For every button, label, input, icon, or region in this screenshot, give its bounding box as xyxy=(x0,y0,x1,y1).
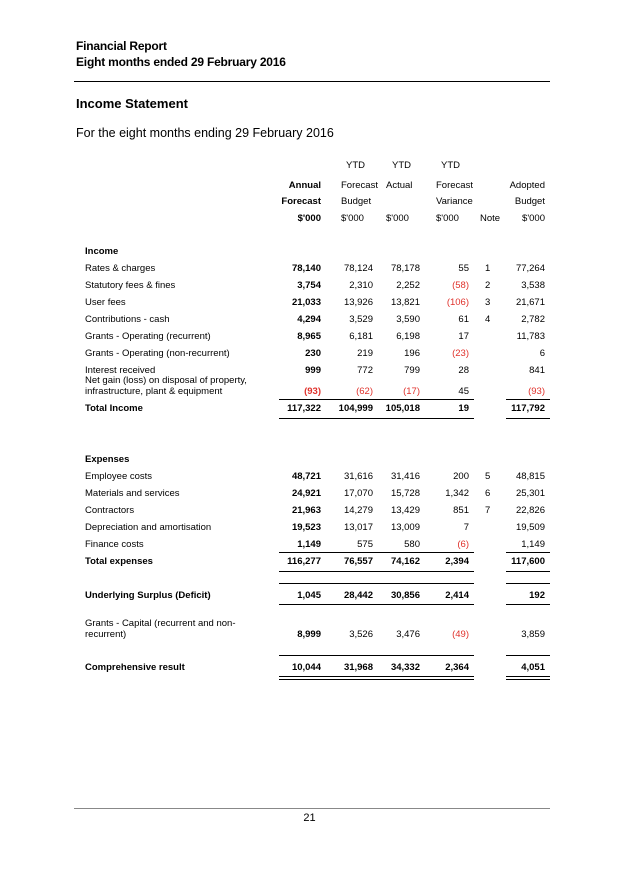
total-rule xyxy=(506,571,550,572)
subtotal-rule xyxy=(506,583,550,584)
ytd-actual-value: 3,590 xyxy=(396,314,420,325)
grants-capital-label: Grants - Capital (recurrent and non- xyxy=(85,618,236,629)
variance-value: (6) xyxy=(457,539,469,550)
col-variance-h3: Variance xyxy=(436,196,473,207)
annual-value: 8,999 xyxy=(297,629,321,640)
variance-value: 1,342 xyxy=(445,488,469,499)
ytd-actual-value: 15,728 xyxy=(390,488,420,499)
annual-value: 24,921 xyxy=(291,488,321,499)
income-label: Interest received xyxy=(85,365,156,376)
ytd-forecast-value: 13,926 xyxy=(343,297,373,308)
annual-value: 117,322 xyxy=(287,403,321,414)
expense-label: Depreciation and amortisation xyxy=(85,522,212,533)
ytd-actual-value: 6,198 xyxy=(396,331,420,342)
ytd-forecast-value: 31,968 xyxy=(343,662,373,673)
header-divider xyxy=(74,81,550,82)
comprehensive-label: Comprehensive result xyxy=(85,662,185,673)
ytd-actual-value: 105,018 xyxy=(385,403,420,414)
annual-value: 10,044 xyxy=(291,662,321,673)
variance-value: (106) xyxy=(446,297,469,308)
total-rule xyxy=(279,418,474,419)
subtotal-rule xyxy=(506,552,550,553)
variance-value: 45 xyxy=(458,386,469,397)
ytd-forecast-value: 575 xyxy=(357,539,373,550)
ytd-actual-value: 13,821 xyxy=(390,297,420,308)
variance-value: 851 xyxy=(453,505,469,516)
col-variance-h1: YTD xyxy=(441,160,460,171)
ytd-actual-value: 2,252 xyxy=(396,280,420,291)
variance-value: 55 xyxy=(458,263,469,274)
col-forecast-h2: Forecast xyxy=(341,180,378,191)
report-title: Financial Report xyxy=(76,39,167,53)
annual-value: 1,045 xyxy=(297,590,321,601)
income-label: Rates & charges xyxy=(85,263,156,274)
total-rule xyxy=(506,604,550,605)
ytd-forecast-value: 76,557 xyxy=(343,556,373,567)
ytd-forecast-value: 14,279 xyxy=(343,505,373,516)
ytd-actual-value: 13,009 xyxy=(390,522,420,533)
subtotal-rule xyxy=(279,552,474,553)
variance-value: (58) xyxy=(452,280,469,291)
underlying-label: Underlying Surplus (Deficit) xyxy=(85,590,211,601)
col-adopted-h3: $'000 xyxy=(522,213,545,224)
col-actual-h3: $'000 xyxy=(386,213,409,224)
variance-value: 28 xyxy=(458,365,469,376)
variance-value: 17 xyxy=(458,331,469,342)
adopted-value: 25,301 xyxy=(515,488,545,499)
adopted-value: 11,783 xyxy=(516,331,545,342)
subtotal-rule xyxy=(279,399,474,400)
variance-value: 2,414 xyxy=(445,590,469,601)
ytd-actual-value: 34,332 xyxy=(390,662,420,673)
adopted-value: 6 xyxy=(539,348,545,359)
col-note-h: Note xyxy=(480,213,501,224)
income-label: Grants - Operating (non-recurrent) xyxy=(85,348,230,359)
col-annual-h2: Forecast xyxy=(281,196,321,207)
adopted-value: 3,538 xyxy=(521,280,545,291)
ytd-actual-value: 30,856 xyxy=(390,590,420,601)
adopted-value: 21,671 xyxy=(515,297,545,308)
ytd-forecast-value: 3,529 xyxy=(349,314,373,325)
variance-value: (23) xyxy=(452,348,469,359)
ytd-actual-value: 78,178 xyxy=(390,263,420,274)
income-label: Grants - Operating (recurrent) xyxy=(85,331,211,342)
total-rule xyxy=(279,571,474,572)
adopted-value: 22,826 xyxy=(515,505,545,516)
ytd-actual-value: 799 xyxy=(404,365,420,376)
expense-label: Contractors xyxy=(85,505,135,516)
total-rule xyxy=(279,604,474,605)
total-rule xyxy=(506,418,550,419)
ytd-actual-value: 3,476 xyxy=(396,629,420,640)
annual-value: (93) xyxy=(304,386,321,397)
ytd-forecast-value: 219 xyxy=(357,348,373,359)
ytd-forecast-value: 78,124 xyxy=(343,263,373,274)
annual-value: 1,149 xyxy=(297,539,321,550)
income-label: User fees xyxy=(85,297,126,308)
subtotal-rule xyxy=(279,655,474,656)
adopted-value: 3,859 xyxy=(521,629,545,640)
adopted-value: (93) xyxy=(528,386,545,397)
ytd-forecast-value: 31,616 xyxy=(343,471,373,482)
adopted-value: 1,149 xyxy=(521,539,545,550)
note-ref: 1 xyxy=(485,263,491,274)
note-ref: 2 xyxy=(485,280,491,291)
annual-value: 19,523 xyxy=(291,522,321,533)
note-ref: 7 xyxy=(485,505,491,516)
income-heading: Income xyxy=(85,246,119,257)
expenses-heading: Expenses xyxy=(85,454,130,465)
adopted-value: 841 xyxy=(529,365,545,376)
adopted-value: 117,792 xyxy=(511,403,545,414)
ytd-forecast-value: 3,526 xyxy=(349,629,373,640)
income-label: Statutory fees & fines xyxy=(85,280,176,291)
double-total-rule xyxy=(279,676,474,680)
annual-value: 4,294 xyxy=(297,314,321,325)
double-total-rule xyxy=(506,676,550,680)
ytd-forecast-value: 17,070 xyxy=(343,488,373,499)
ytd-actual-value: 13,429 xyxy=(390,505,420,516)
subtotal-rule xyxy=(506,655,550,656)
adopted-value: 117,600 xyxy=(511,556,545,567)
ytd-forecast-value: 6,181 xyxy=(349,331,373,342)
statement-subtitle: For the eight months ending 29 February 2016 xyxy=(76,126,334,140)
variance-value: 61 xyxy=(458,314,469,325)
col-actual-h2: Actual xyxy=(386,180,413,191)
income-label-cont: infrastructure, plant & equipment xyxy=(85,386,223,397)
variance-value: 2,364 xyxy=(445,662,469,673)
section-title: Income Statement xyxy=(76,96,188,111)
grants-capital-label-cont: recurrent) xyxy=(85,629,127,640)
variance-value: 19 xyxy=(458,403,469,414)
col-forecast-h3: Budget xyxy=(341,196,372,207)
adopted-value: 48,815 xyxy=(515,471,545,482)
col-annual-h1: Annual xyxy=(288,180,321,191)
ytd-forecast-value: 13,017 xyxy=(343,522,373,533)
ytd-forecast-value: 28,442 xyxy=(343,590,373,601)
ytd-forecast-value: 2,310 xyxy=(349,280,373,291)
ytd-forecast-value: 772 xyxy=(357,365,373,376)
expense-label: Materials and services xyxy=(85,488,180,499)
annual-value: 116,277 xyxy=(287,556,321,567)
note-ref: 3 xyxy=(485,297,491,308)
ytd-actual-value: 196 xyxy=(404,348,420,359)
adopted-value: 2,782 xyxy=(521,314,545,325)
ytd-forecast-value: (62) xyxy=(356,386,373,397)
annual-value: 21,033 xyxy=(291,297,321,308)
total-income-label: Total Income xyxy=(85,403,143,414)
page-number: 21 xyxy=(303,812,316,824)
footer-divider xyxy=(74,808,550,809)
col-adopted-h2: Budget xyxy=(514,196,545,207)
adopted-value: 192 xyxy=(529,590,545,601)
ytd-forecast-value: 104,999 xyxy=(338,403,373,414)
note-ref: 6 xyxy=(485,488,491,499)
col-forecast-h1: YTD xyxy=(346,160,365,171)
ytd-actual-value: 31,416 xyxy=(390,471,420,482)
annual-value: 3,754 xyxy=(297,280,321,291)
col-forecast-h4: $'000 xyxy=(341,213,364,224)
annual-value: 230 xyxy=(305,348,321,359)
col-annual-h3: $'000 xyxy=(297,213,321,224)
ytd-actual-value: (17) xyxy=(403,386,420,397)
income-label: Contributions - cash xyxy=(85,314,170,325)
note-ref: 5 xyxy=(485,471,491,482)
col-adopted-h1: Adopted xyxy=(509,180,545,191)
adopted-value: 19,509 xyxy=(515,522,545,533)
ytd-actual-value: 74,162 xyxy=(390,556,420,567)
subtotal-rule xyxy=(279,583,474,584)
income-label: Net gain (loss) on disposal of property, xyxy=(85,375,247,386)
annual-value: 999 xyxy=(305,365,321,376)
variance-value: 2,394 xyxy=(445,556,469,567)
ytd-actual-value: 580 xyxy=(404,539,420,550)
note-ref: 4 xyxy=(485,314,491,325)
report-period: Eight months ended 29 February 2016 xyxy=(76,55,286,69)
annual-value: 78,140 xyxy=(291,263,321,274)
col-variance-h4: $'000 xyxy=(436,213,459,224)
expense-label: Finance costs xyxy=(85,539,144,550)
annual-value: 8,965 xyxy=(297,331,321,342)
expense-label: Employee costs xyxy=(85,471,153,482)
variance-value: (49) xyxy=(452,629,469,640)
variance-value: 7 xyxy=(463,522,469,533)
annual-value: 21,963 xyxy=(291,505,321,516)
col-actual-h1: YTD xyxy=(392,160,411,171)
adopted-value: 4,051 xyxy=(521,662,545,673)
variance-value: 200 xyxy=(453,471,469,482)
col-variance-h2: Forecast xyxy=(436,180,473,191)
total-expenses-label: Total expenses xyxy=(85,556,153,567)
annual-value: 48,721 xyxy=(291,471,321,482)
subtotal-rule xyxy=(506,399,550,400)
adopted-value: 77,264 xyxy=(515,263,545,274)
